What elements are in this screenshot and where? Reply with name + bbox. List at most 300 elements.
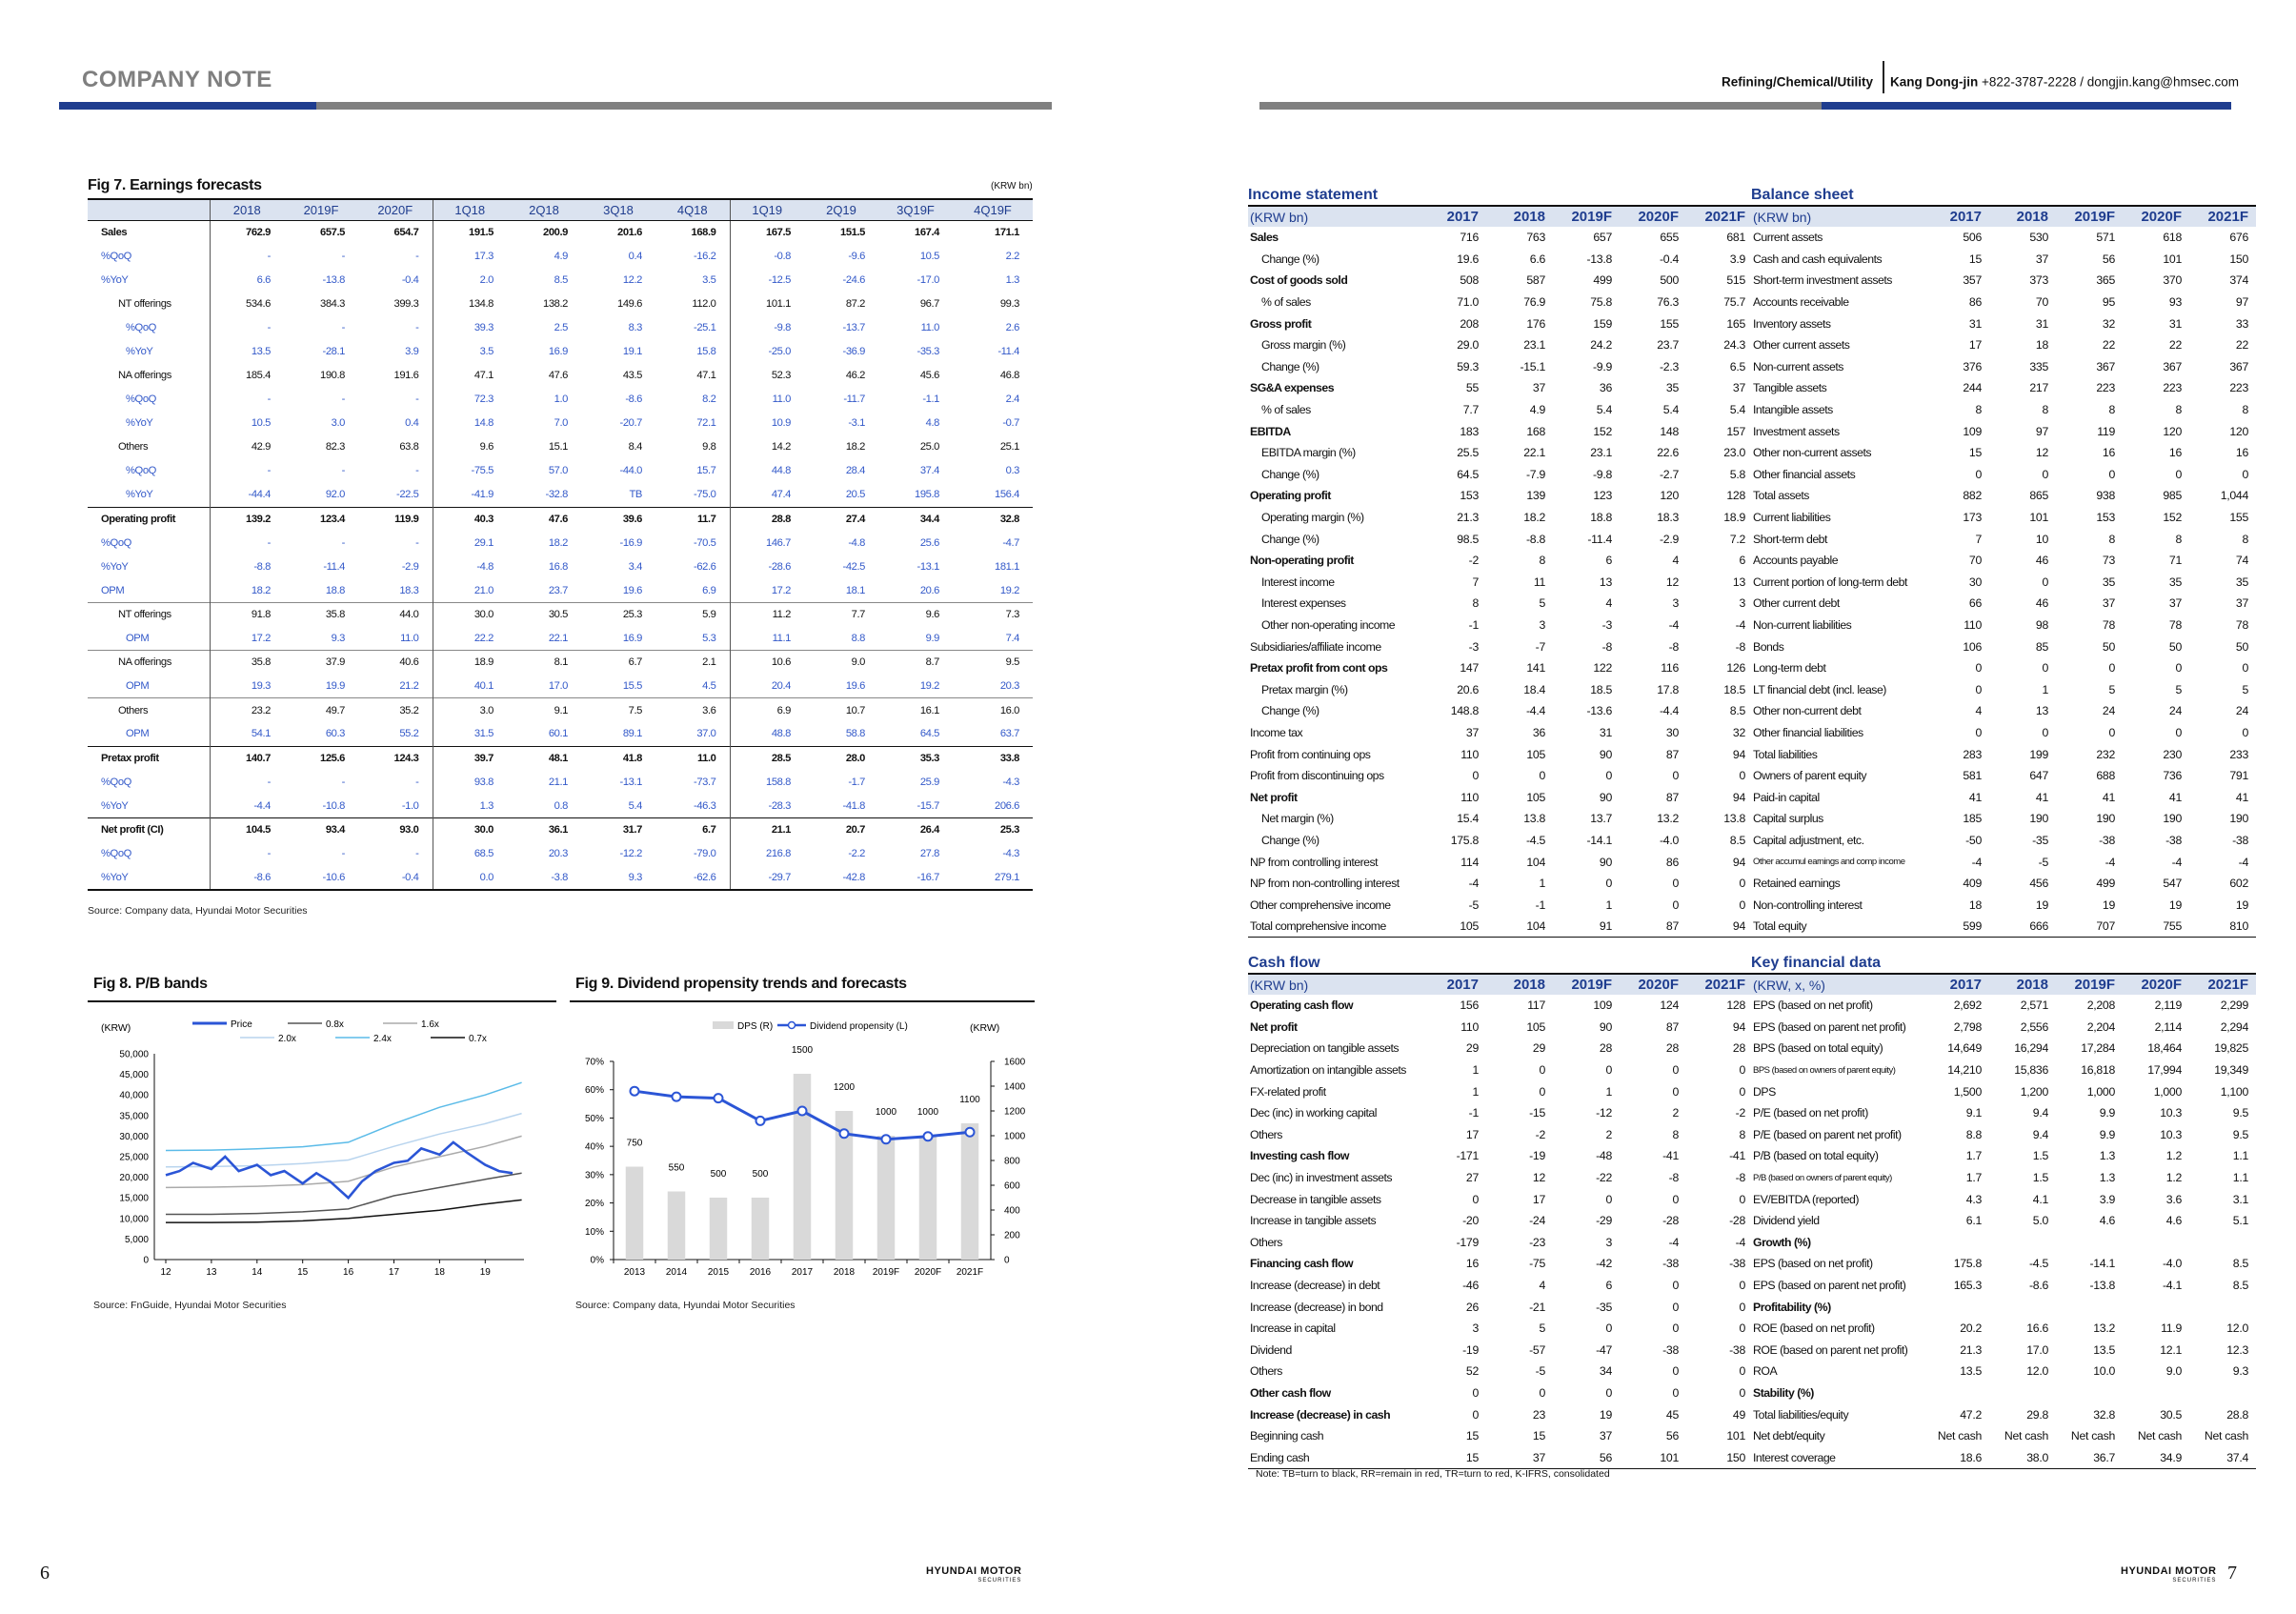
value-cell: 1 <box>1605 898 1612 912</box>
value-cell: 105 <box>1420 916 1486 938</box>
value-cell: 8 <box>1975 403 1982 417</box>
balance-row <box>1751 292 2256 313</box>
value-cell: 37 <box>2102 596 2115 611</box>
analyst-contact: +822-3787-2228 / dongjin.kang@hmsec.com <box>1982 74 2239 90</box>
fig7-cell: 20.3 <box>548 847 568 859</box>
value-cell: 9.4 <box>2032 1127 2048 1141</box>
value-cell: 101 <box>1620 1446 1686 1468</box>
fig7-cell: 35.8 <box>284 603 358 627</box>
value-cell: 1 <box>1472 1063 1479 1078</box>
fig7-cell: 17.2 <box>210 627 284 651</box>
value-cell: 0 <box>1605 1063 1612 1078</box>
value-cell: 2,114 <box>2154 1019 2182 1034</box>
fig7-cell: -0.4 <box>358 866 433 890</box>
value-cell: 101 <box>2163 252 2182 266</box>
row-label: EPS (based on net profit) <box>1753 999 1873 1013</box>
value-cell: 9.5 <box>2232 1127 2248 1141</box>
fig7-cell: - <box>341 393 345 406</box>
fig7-cell: 6.7 <box>655 817 730 841</box>
fig7-cell: 20.6 <box>919 584 939 596</box>
value-cell: 3 <box>1672 596 1679 611</box>
value-cell: 374 <box>2229 273 2248 288</box>
table-note: Note: TB=turn to black, RR=remain in red, TR=turn to red, K-IFRS, consolidated <box>1256 1468 1610 1480</box>
value-cell: 28.8 <box>2226 1407 2248 1422</box>
fig7-cell: 8.5 <box>554 273 568 286</box>
value-cell: 190 <box>2096 812 2115 826</box>
fig7-cell: 93.8 <box>433 770 507 794</box>
propensity-point <box>840 1129 849 1138</box>
value-cell: -8 <box>1668 639 1679 654</box>
value-cell: -20 <box>1462 1214 1479 1228</box>
value-cell: 148 <box>1660 424 1679 438</box>
row-label: Investing cash flow <box>1250 1149 1349 1163</box>
value-cell: 0 <box>1739 769 1745 783</box>
value-cell: 0 <box>1739 898 1745 912</box>
income-row <box>1248 292 1753 313</box>
income-row <box>1248 916 1753 938</box>
value-cell: 0 <box>1975 661 1982 676</box>
fig7-cell: 22.2 <box>433 627 507 651</box>
value-cell: 76.3 <box>1657 295 1679 310</box>
legend-label: 0.8x <box>326 1019 344 1030</box>
cashflow-unit: (KRW bn) <box>1248 975 1420 995</box>
fig7-row <box>88 770 1033 794</box>
balance-row <box>1751 808 2256 830</box>
balance-sheet-table <box>1751 187 2256 938</box>
fig7-body <box>88 220 1033 890</box>
balance-row <box>1751 550 2256 572</box>
sector-label: Refining/Chemical/Utility <box>1721 74 1873 90</box>
fig7-cell: 15.7 <box>696 465 716 477</box>
row-label: Dec (inc) in working capital <box>1250 1106 1377 1120</box>
value-cell: 15 <box>1420 1446 1486 1468</box>
fig7-row <box>88 651 1033 675</box>
value-cell: 0 <box>2242 661 2248 676</box>
fig7-col-header: 2018 <box>210 199 284 220</box>
fig7-cell: 44.8 <box>730 459 804 483</box>
fig7-cell: -32.8 <box>545 489 568 501</box>
fig7-cell: 35.2 <box>358 698 433 722</box>
value-cell: 41 <box>2168 790 2182 804</box>
value-cell: 0 <box>1672 1192 1679 1206</box>
value-cell: 2 <box>1605 1127 1612 1141</box>
value-cell: 15 <box>1465 1429 1479 1443</box>
value-cell: 22 <box>2168 338 2182 353</box>
value-cell: 36 <box>1599 381 1612 395</box>
value-cell <box>2189 1296 2256 1318</box>
value-cell: 0 <box>1672 1385 1679 1400</box>
row-label: Other comprehensive income <box>1250 898 1391 912</box>
value-cell: 120 <box>2163 424 2182 438</box>
value-cell: 0 <box>1672 1364 1679 1379</box>
fig7-cell: 19.2 <box>999 584 1019 596</box>
row-label: P/E (based on net profit) <box>1753 1106 1868 1120</box>
fig7-cell: -25.1 <box>694 321 716 333</box>
row-label: Interest expenses <box>1261 596 1346 611</box>
fig7-cell: -13.8 <box>322 273 345 286</box>
fig7-cell: 25.6 <box>919 536 939 549</box>
value-cell: 4.9 <box>1529 403 1545 417</box>
fig7-cell: 124.3 <box>358 746 433 770</box>
value-cell: 10.3 <box>2160 1106 2182 1120</box>
row-label: Total assets <box>1753 489 1809 503</box>
balance-row <box>1751 615 2256 636</box>
row-label: Others <box>1250 1127 1282 1141</box>
fig7-cell: 39.3 <box>433 315 507 339</box>
value-cell: 8.5 <box>1729 833 1745 847</box>
value-cell: 515 <box>1726 273 1745 288</box>
value-cell: 10.0 <box>2093 1364 2115 1379</box>
fig7-cell: -3.1 <box>848 417 865 430</box>
value-cell: 23.0 <box>1723 446 1745 460</box>
value-cell: 19 <box>1599 1407 1612 1422</box>
value-cell: 35 <box>2102 575 2115 589</box>
fig7-row <box>88 531 1033 555</box>
row-label: SG&A expenses <box>1250 381 1335 395</box>
fig7-cell: 8.8 <box>851 632 865 644</box>
fig7-cell: - <box>210 315 284 339</box>
value-cell: 94 <box>1686 916 1753 938</box>
fig7-cell: 18.2 <box>210 578 284 602</box>
value-cell: 5.0 <box>2032 1214 2048 1228</box>
value-cell: 12.3 <box>2226 1342 2248 1357</box>
year-header: 2017 <box>1420 207 1486 227</box>
fig7-row <box>88 292 1033 315</box>
pb-band-chart <box>88 1010 564 1296</box>
fig7-cell: 1.3 <box>433 794 507 817</box>
value-cell: -8 <box>1735 1171 1745 1185</box>
row-label: Non-current assets <box>1753 359 1843 373</box>
value-cell: 12 <box>1532 1171 1545 1185</box>
fig7-cell: 54.1 <box>210 722 284 746</box>
fig7-cell: 762.9 <box>210 220 284 244</box>
keydata-row <box>1751 1296 2256 1318</box>
propensity-point <box>673 1093 681 1101</box>
value-cell: -38 <box>1729 1342 1745 1357</box>
value-cell: 185 <box>1963 812 1982 826</box>
fig7-row-label: Others <box>118 441 149 454</box>
fig8-rule <box>88 1000 556 1002</box>
fig7-cell: 10.7 <box>804 698 878 722</box>
value-cell: 148.8 <box>1450 704 1479 718</box>
y-left-tick-label: 20% <box>584 1199 604 1210</box>
value-cell: 23.7 <box>1657 338 1679 353</box>
fig7-col-header: 2019F <box>284 199 358 220</box>
fig7-row <box>88 722 1033 746</box>
value-cell: 6 <box>1739 554 1745 568</box>
balance-row <box>1751 334 2256 356</box>
income-row <box>1248 615 1753 636</box>
fig7-row <box>88 268 1033 292</box>
fig7-cell: 30.5 <box>507 603 581 627</box>
fig7-row-label: NA offerings <box>88 651 210 675</box>
cash-flow-table <box>1248 955 1753 1469</box>
fig7-cell: 2.0 <box>433 268 507 292</box>
fig7-cell: 158.8 <box>730 770 804 794</box>
value-cell: 114 <box>1460 855 1479 869</box>
value-cell: -4 <box>1971 855 1982 869</box>
fig7-cell: 18.9 <box>433 651 507 675</box>
value-cell: 6 <box>1605 554 1612 568</box>
value-cell: 32 <box>2102 316 2115 331</box>
cashflow-row <box>1248 1080 1753 1102</box>
value-cell: -42 <box>1596 1257 1612 1271</box>
value-cell: 1,500 <box>1953 1084 1982 1099</box>
fig7-cell: 17.3 <box>433 244 507 268</box>
value-cell: -19 <box>1529 1149 1545 1163</box>
year-header: 2019F <box>2056 207 2123 227</box>
value-cell: 2,119 <box>2154 999 2182 1013</box>
value-cell: 87 <box>1665 747 1679 761</box>
year-header: 2020F <box>1620 207 1686 227</box>
fig7-row <box>88 364 1033 388</box>
value-cell: 4.6 <box>2165 1214 2182 1228</box>
value-cell: 19 <box>2168 898 2182 912</box>
fig7-cell: 40.6 <box>358 651 433 675</box>
value-cell: 18.6 <box>1923 1446 1989 1468</box>
fig7-cell: 19.2 <box>919 680 939 693</box>
value-cell: -14.1 <box>2089 1257 2115 1271</box>
fig7-cell: 9.9 <box>925 632 939 644</box>
hyundai-logo-left <box>926 1566 1021 1585</box>
dps-bar <box>752 1198 769 1260</box>
fig7-cell: 92.0 <box>325 489 345 501</box>
fig7-cell: -0.4 <box>401 273 419 286</box>
fig7-row <box>88 244 1033 268</box>
x-tick-label: 2018 <box>833 1267 856 1278</box>
value-cell: 31 <box>1968 316 1982 331</box>
value-cell: 13 <box>1599 575 1612 589</box>
year-header: 2017 <box>1420 975 1486 995</box>
fig7-cell: 21.1 <box>548 776 568 788</box>
value-cell: 0 <box>1739 1063 1745 1078</box>
value-cell: 87 <box>1620 916 1686 938</box>
fig7-cell: 64.5 <box>919 728 939 740</box>
value-cell: 49 <box>1732 1407 1745 1422</box>
fig7-cell: 32.8 <box>953 507 1033 531</box>
value-cell: 0 <box>1539 1385 1545 1400</box>
fig7-cell: -28.3 <box>730 794 804 817</box>
year-header: 2018 <box>1486 207 1553 227</box>
legend-label: 0.7x <box>469 1034 487 1044</box>
fig7-row <box>88 746 1033 770</box>
row-label: BPS (based on total equity) <box>1753 1041 1883 1056</box>
row-label: Gross margin (%) <box>1261 338 1346 353</box>
balance-row <box>1751 227 2256 249</box>
value-cell: 456 <box>2029 877 2048 891</box>
value-cell: -48 <box>1596 1149 1612 1163</box>
x-tick-label: 2013 <box>623 1267 646 1278</box>
value-cell: 0 <box>2042 467 2048 481</box>
fig7-cell: 28.4 <box>845 465 865 477</box>
value-cell: -15 <box>1529 1106 1545 1120</box>
fig7-cell: 167.5 <box>730 220 804 244</box>
fig7-cell: 7.5 <box>581 698 655 722</box>
fig7-cell: - <box>415 250 419 262</box>
value-cell: 0 <box>2108 661 2115 676</box>
fig7-row-label: %QoQ <box>126 393 156 406</box>
value-cell: 2 <box>1672 1106 1679 1120</box>
fig7-cell: 30.0 <box>433 603 507 627</box>
row-label: Accounts payable <box>1753 554 1839 568</box>
value-cell: 199 <box>2029 747 2048 761</box>
fig7-cell: 4.5 <box>702 680 716 693</box>
y-right-tick-label: 200 <box>1004 1230 1020 1241</box>
fig7-cell: 36.1 <box>507 817 581 841</box>
row-label: % of sales <box>1261 403 1311 417</box>
y-left-tick-label: 70% <box>584 1057 604 1068</box>
value-cell: 2,571 <box>2020 999 2048 1013</box>
fig7-cell: -28.1 <box>322 346 345 358</box>
value-cell: 0 <box>1975 725 1982 739</box>
value-cell: 12.0 <box>2026 1364 2048 1379</box>
value-cell: 2,299 <box>2220 999 2248 1013</box>
row-label: Non-operating profit <box>1250 554 1354 568</box>
legend-label: Price <box>231 1019 252 1030</box>
keydata-row <box>1751 1425 2256 1447</box>
value-cell: 11.9 <box>2161 1321 2182 1336</box>
fig7-cell: - <box>341 847 345 859</box>
value-cell: 109 <box>1593 999 1612 1013</box>
value-cell: 0 <box>1739 1084 1745 1099</box>
fig7-cell: 16.9 <box>548 346 568 358</box>
value-cell: 1,200 <box>2020 1084 2048 1099</box>
fig7-cell: 9.3 <box>331 632 345 644</box>
value-cell: 508 <box>1460 273 1479 288</box>
row-label: Interest income <box>1261 575 1335 589</box>
earnings-forecast-table <box>88 198 1033 891</box>
fig7-cell: 48.8 <box>730 722 804 746</box>
fig7-cell: -73.7 <box>694 776 716 788</box>
value-cell: 217 <box>2029 381 2048 395</box>
fig7-cell: -42.8 <box>804 866 878 890</box>
row-label: EBITDA margin (%) <box>1261 446 1356 460</box>
fig7-cell: 9.3 <box>581 866 655 890</box>
value-cell: -24 <box>1529 1214 1545 1228</box>
value-cell: 8.5 <box>2232 1279 2248 1293</box>
fig7-cell: 279.1 <box>953 866 1033 890</box>
value-cell: 97 <box>2035 424 2048 438</box>
value-cell: 599 <box>1923 916 1989 938</box>
keydata-row <box>1751 1232 2256 1254</box>
fig7-cell: 23.2 <box>210 698 284 722</box>
x-tick-label: 2014 <box>665 1267 688 1278</box>
value-cell: Net cash <box>2137 1429 2182 1443</box>
value-cell: 175.8 <box>1450 833 1479 847</box>
fig7-cell: -16.7 <box>878 866 953 890</box>
dps-data-label: 1200 <box>833 1082 856 1093</box>
keydata-row <box>1751 1446 2256 1468</box>
fig7-cell: -46.3 <box>694 799 716 812</box>
value-cell: 71.0 <box>1457 295 1479 310</box>
row-label: ROE (based on parent net profit) <box>1753 1342 1908 1357</box>
value-cell: 0 <box>1605 1385 1612 1400</box>
fig7-cell: - <box>210 841 284 865</box>
y-right-tick-label: 800 <box>1004 1156 1020 1167</box>
value-cell: 38.0 <box>1989 1446 2056 1468</box>
value-cell: 1.3 <box>2099 1171 2115 1185</box>
fig7-cell: 43.5 <box>622 370 642 382</box>
row-label: Operating margin (%) <box>1261 511 1364 525</box>
value-cell: 110 <box>1460 1019 1479 1034</box>
fig7-cell: 149.6 <box>617 297 642 310</box>
row-label: Profitability (%) <box>1753 1300 1831 1314</box>
value-cell: 16 <box>2235 446 2248 460</box>
value-cell: 755 <box>2123 916 2189 938</box>
propensity-point <box>882 1135 891 1143</box>
value-cell: -28 <box>1729 1214 1745 1228</box>
fig7-cell: 9.8 <box>702 441 716 454</box>
value-cell: Net cash <box>2004 1429 2048 1443</box>
fig7-col-header: 4Q19F <box>953 199 1033 220</box>
value-cell: -57 <box>1529 1342 1545 1357</box>
fig7-cell: 37.4 <box>919 465 939 477</box>
value-cell: 70 <box>1968 554 1982 568</box>
value-cell: 232 <box>2096 747 2115 761</box>
fig7-cell: 5.9 <box>655 603 730 627</box>
fig7-col-header: 2Q19 <box>804 199 878 220</box>
row-label: Capital adjustment, etc. <box>1753 833 1864 847</box>
fig8-title: Fig 8. P/B bands <box>93 976 208 992</box>
value-cell: 190 <box>2229 812 2248 826</box>
value-cell: 13.5 <box>1960 1364 1982 1379</box>
cashflow-row <box>1248 1382 1753 1404</box>
value-cell: 104 <box>1526 855 1545 869</box>
value-cell: 985 <box>2163 489 2182 503</box>
value-cell <box>1989 1382 2056 1404</box>
value-cell: 13.7 <box>1590 812 1612 826</box>
fig7-cell: 46.2 <box>845 370 865 382</box>
x-tick-label: 14 <box>252 1267 263 1278</box>
fig7-cell: 168.9 <box>655 220 730 244</box>
value-cell: 1.7 <box>1965 1171 1982 1185</box>
balance-row <box>1751 851 2256 873</box>
income-row <box>1248 485 1753 507</box>
value-cell: 78 <box>2235 617 2248 632</box>
legend-swatch-dps <box>713 1021 734 1029</box>
fig7-cell: - <box>210 770 284 794</box>
row-label: P/B (based on owners of parent equity) <box>1753 1172 1892 1183</box>
fig7-cell: 37.0 <box>696 728 716 740</box>
value-cell: 0 <box>1739 1192 1745 1206</box>
fig7-cell: 93.4 <box>284 817 358 841</box>
fig7-cell: -4.8 <box>848 536 865 549</box>
fig7-cell: 0.4 <box>405 417 419 430</box>
value-cell: 28 <box>1665 1041 1679 1056</box>
balance-row <box>1751 420 2256 442</box>
value-cell: -4.4 <box>1526 704 1545 718</box>
fig7-cell: 7.3 <box>953 603 1033 627</box>
value-cell: 3 <box>1472 1321 1479 1336</box>
fig7-row-label: %QoQ <box>101 250 131 262</box>
value-cell <box>2123 1232 2189 1254</box>
fig7-cell: 35.8 <box>210 651 284 675</box>
keydata-row <box>1751 1382 2256 1404</box>
value-cell: 5 <box>2242 682 2248 696</box>
value-cell: 29.8 <box>2026 1407 2048 1422</box>
value-cell: 0 <box>2108 725 2115 739</box>
fig7-row-label: %QoQ <box>101 776 131 788</box>
fig7-cell: -41.8 <box>842 799 865 812</box>
value-cell: 0 <box>2242 467 2248 481</box>
value-cell: 1 <box>1605 1084 1612 1099</box>
dps-data-label: 1100 <box>959 1095 980 1105</box>
income-row <box>1248 442 1753 464</box>
value-cell: 74 <box>2235 554 2248 568</box>
value-cell: -9.9 <box>1593 359 1612 373</box>
value-cell: 688 <box>2096 769 2115 783</box>
fig7-row <box>88 675 1033 698</box>
